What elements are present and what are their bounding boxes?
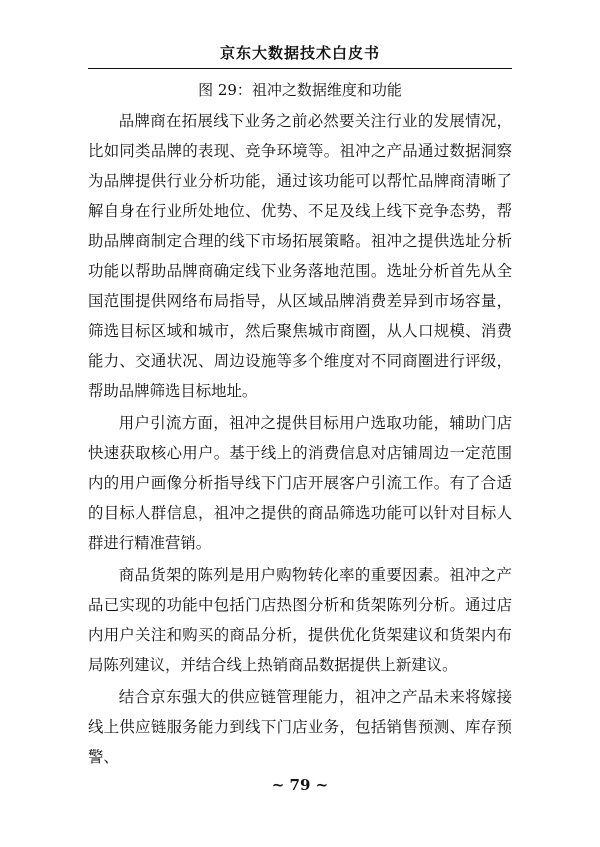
header-title: 京东大数据技术白皮书 — [219, 44, 380, 62]
paragraph-1: 品牌商在拓展线下业务之前必然要关注行业的发展情况，比如同类品牌的表现、竞争环境等。祖冲之产品通过数据洞察为品牌提供行业分析功能，通过该功能可以帮忙品牌商清晰了解自身在行业所处地位、优势、不足及线上线下竞争态势，帮助品牌商制定合理的线下市场拓展策略。祖冲之提供选址分析功能以帮助品牌商确定线下业务落地范围。选址分析首先从全国范围提供网络布局指导，从区域品牌消费差异到市场容量，筛选目标区域和城市，然后聚焦城市商圈，从人口规模、消费能力、交通状况、周边设施等多个维度对不同商圈进行评级，帮助品牌筛选目标地址。 — [88, 112, 512, 400]
paragraph-2: 用户引流方面，祖冲之提供目标用户选取功能，辅助门店快速获取核心用户。基于线上的消费信息对店铺周边一定范围内的用户画像分析指导线下门店开展客户引流工作。有了合适的目标人群信息，祖冲之提供的商品筛选功能可以针对目标人群进行精准营销。 — [88, 414, 512, 552]
page-number: ~ 79 ~ — [271, 776, 329, 794]
paragraph-4: 结合京东强大的供应链管理能力，祖冲之产品未来将嫁接线上供应链服务能力到线下门店业务，包括销售预测、库存预警、 — [88, 688, 512, 766]
body-text — [88, 106, 512, 774]
header-divider — [88, 68, 512, 69]
page-header — [88, 30, 512, 70]
figure-caption: 图 29：祖冲之数据维度和功能 — [198, 81, 402, 99]
paragraph-3: 商品货架的陈列是用户购物转化率的重要因素。祖冲之产品已实现的功能中包括门店热图分析和货架陈列分析。通过店内用户关注和购买的商品分析，提供优化货架建议和货架内布局陈列建议，并结合线上热销商品数据提供上新建议。 — [88, 566, 512, 674]
